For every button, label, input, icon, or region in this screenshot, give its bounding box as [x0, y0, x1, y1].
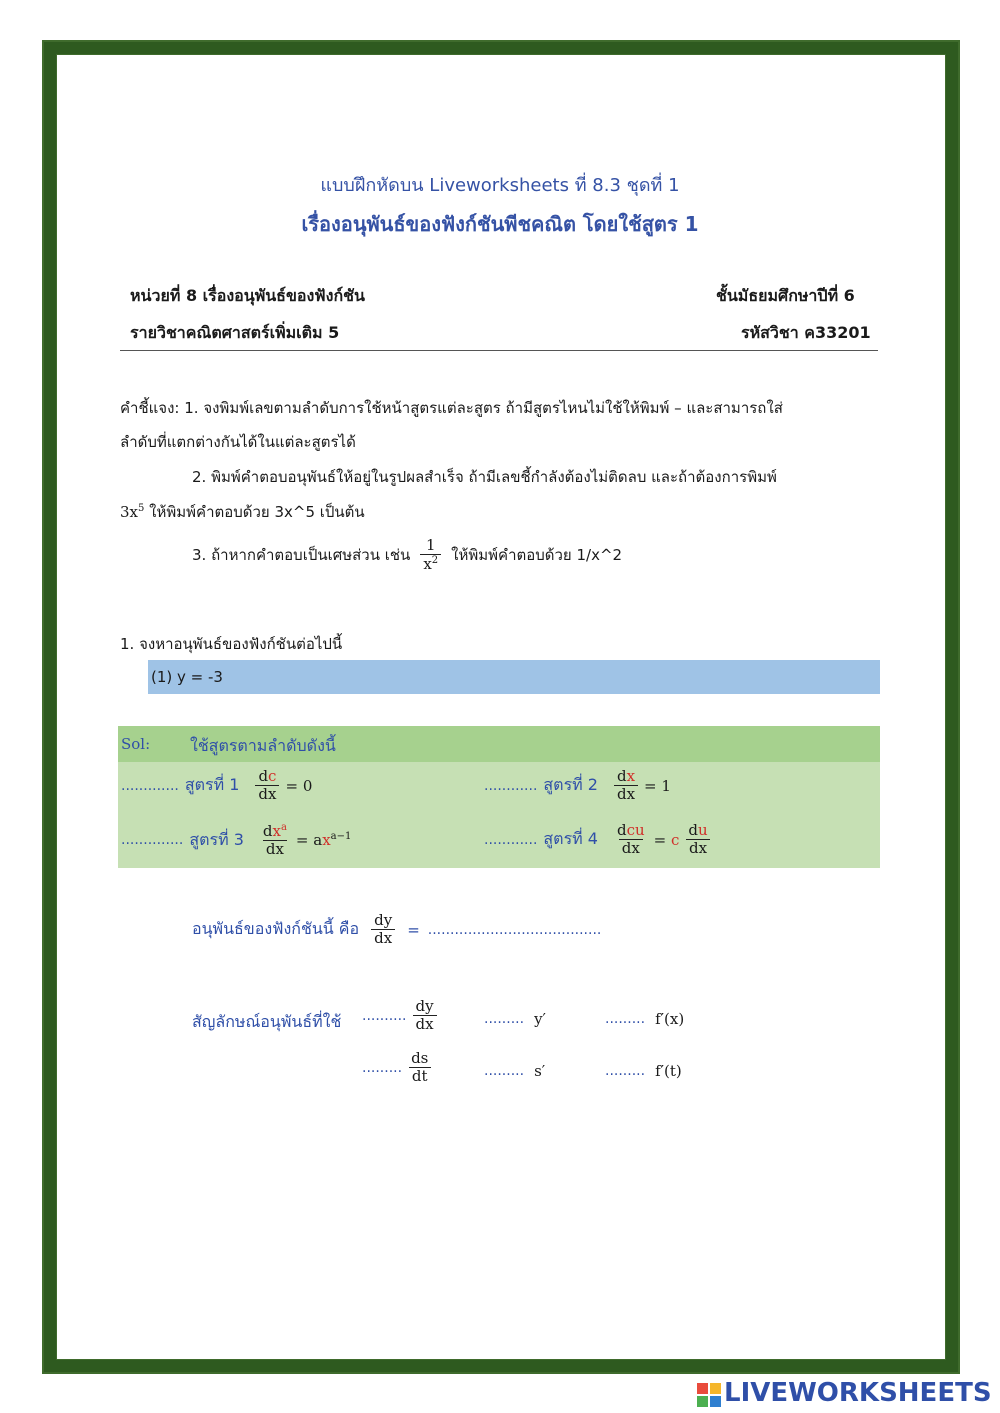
formula-4-fraction [614, 822, 648, 858]
f2-x: x [626, 767, 636, 785]
f2-den: dx [614, 785, 638, 803]
formula-3-result: = $ax^{a-1}$ [295, 831, 352, 850]
symbol-dydx-fraction [413, 998, 437, 1034]
dsdt-den: dt [409, 1067, 431, 1085]
f3-den: dx [263, 840, 287, 858]
question-bar [148, 660, 880, 694]
example-3x: 3x [120, 503, 139, 521]
formula-3-label: สูตรที่ 3 [189, 829, 244, 849]
symbol-fprime-t-text: f′(t) [655, 1062, 682, 1080]
answer-row [192, 912, 601, 948]
fraction-numerator: 1 [425, 536, 436, 554]
f4r-num: du [688, 821, 708, 839]
f2-num: dx [616, 767, 636, 785]
formula-2-result: = 1 [644, 776, 671, 795]
symbol-dsdt-blank[interactable]: ......... [362, 1059, 403, 1076]
question-title: 1. จงหาอนุพันธ์ของฟังก์ชันต่อไปนี้ [120, 635, 343, 653]
instruction-line-2: ลำดับที่แตกต่างกันได้ในแต่ละสูตรได้ [120, 433, 356, 451]
dsdt-num: ds [411, 1049, 429, 1067]
fraction-note: 3. ถ้าหากคำตอบเป็นเศษส่วน เช่น [192, 546, 411, 565]
formula-1-result: = 0 [285, 776, 313, 795]
dydx-num: dy [415, 997, 434, 1015]
f4-den: dx [619, 839, 643, 857]
instruction-line-1: คำชี้แจง: 1. จงพิมพ์เลขตามลำดับการใช้หน้าสูตรแต่ละสูตร ถ้ามีสูตรไหนไม่ใช้ให้พิมพ์ – และสามารถใส่ [120, 399, 783, 417]
formula-4-row [484, 822, 711, 858]
symbols-label: สัญลักษณ์อนุพันธ์ที่ใช้ [192, 1012, 342, 1031]
formula-4-equals: = c [653, 830, 680, 849]
f4r-u: u [698, 821, 708, 839]
sol-heading: ใช้สูตรตามลำดับดังนี้ [190, 736, 336, 755]
formula-4-rhs-fraction [685, 822, 710, 858]
course-code: รหัสวิชา ค33201 [741, 323, 871, 342]
symbol-dydx-blank[interactable]: .......... [362, 1007, 407, 1024]
worksheet-title: แบบฝึกหัดบน Liveworksheets ที่ 8.3 ชุดที่ 1 [320, 175, 680, 196]
fraction-denominator [420, 554, 441, 573]
formula-1-blank[interactable]: ............. [121, 777, 179, 794]
formula-2-fraction [614, 768, 638, 804]
f4-cu: cu [626, 821, 645, 839]
answer-num: dy [374, 911, 393, 929]
question-item: (1) y = -3 [151, 668, 223, 686]
symbol-sprime-text: s′ [534, 1062, 546, 1080]
page-border [44, 42, 958, 1372]
symbol-fprime-t [605, 1062, 682, 1080]
answer-den: dx [371, 929, 395, 947]
instruction-line-5 [192, 537, 622, 574]
symbol-fprime-t-blank[interactable]: ......... [605, 1063, 646, 1079]
symbol-dydx [362, 998, 437, 1034]
answer-equals: = [407, 920, 420, 939]
f3-a: a [280, 822, 287, 833]
example-note: ให้พิมพ์คำตอบด้วย 3x^5 เป็นต้น [144, 503, 365, 521]
den-exp: 2 [431, 555, 439, 567]
den-x: x [423, 555, 432, 574]
f4-num: dcu [616, 821, 645, 839]
dydx-den: dx [413, 1015, 437, 1033]
f3-num: $dx^a$ [262, 822, 287, 840]
example-fraction [420, 537, 441, 574]
formula-2-blank[interactable]: ............ [484, 777, 538, 794]
formula-2-row [484, 768, 671, 804]
worksheet-subtitle: เรื่องอนุพันธ์ของฟังก์ชันพีชคณิต โดยใช้สูตร 1 [301, 212, 699, 236]
formula-2-label: สูตรที่ 2 [543, 775, 598, 795]
formula-4-label: สูตรที่ 4 [543, 829, 598, 849]
formula-1-row [121, 768, 312, 804]
fraction-answer-note: ให้พิมพ์คำตอบด้วย 1/x^2 [451, 546, 623, 565]
f1-c: c [268, 767, 277, 785]
formula-3-fraction [260, 822, 290, 859]
formula-4-blank[interactable]: ............ [484, 831, 538, 848]
grade-label: ชั้นมัธยมศึกษาปีที่ 6 [716, 286, 855, 305]
formula-1-label: สูตรที่ 1 [184, 775, 240, 795]
symbol-dsdt-fraction [408, 1050, 431, 1086]
liveworksheets-logo-text: LIVEWORKSHEETS [724, 1378, 992, 1408]
subject-label: รายวิชาคณิตศาสตร์เพิ่มเติม 5 [130, 323, 340, 342]
symbol-fprime-x [605, 1010, 684, 1028]
symbol-yprime-text: y′ [534, 1010, 546, 1028]
f3-x: x [272, 822, 281, 840]
f1-den: dx [255, 785, 279, 803]
symbol-fprime-x-text: f′(x) [655, 1010, 685, 1028]
instruction-line-3: 2. พิมพ์คำตอบอนุพันธ์ให้อยู่ในรูปผลสำเร็จ ถ้ามีเลขชี้กำลังต้องไม่ติดลบ และถ้าต้องการพิมพ์ [192, 468, 777, 486]
formula-1-fraction [255, 768, 279, 804]
liveworksheets-logo-icon [697, 1383, 721, 1407]
symbol-yprime-blank[interactable]: ......... [484, 1011, 525, 1027]
formula-3-row [121, 822, 351, 859]
answer-label: อนุพันธ์ของฟังก์ชันนี้ คือ [192, 919, 360, 939]
symbol-dsdt [362, 1050, 431, 1086]
unit-label: หน่วยที่ 8 เรื่องอนุพันธ์ของฟังก์ชัน [130, 286, 365, 305]
symbol-sprime [484, 1062, 545, 1080]
symbol-sprime-blank[interactable]: ......... [484, 1063, 525, 1079]
instruction-line-4 [120, 500, 365, 524]
symbol-yprime [484, 1010, 546, 1028]
answer-fraction [371, 912, 395, 948]
answer-input[interactable]: ....................................... [427, 921, 602, 938]
f4r-den: dx [686, 839, 710, 857]
example-exponent: 5 [138, 503, 145, 514]
f1-num: dc [258, 767, 277, 785]
formula-3-blank[interactable]: .............. [121, 832, 184, 849]
header-divider [120, 350, 878, 351]
sol-label: Sol: [121, 735, 151, 753]
symbol-fprime-x-blank[interactable]: ......... [605, 1011, 646, 1027]
